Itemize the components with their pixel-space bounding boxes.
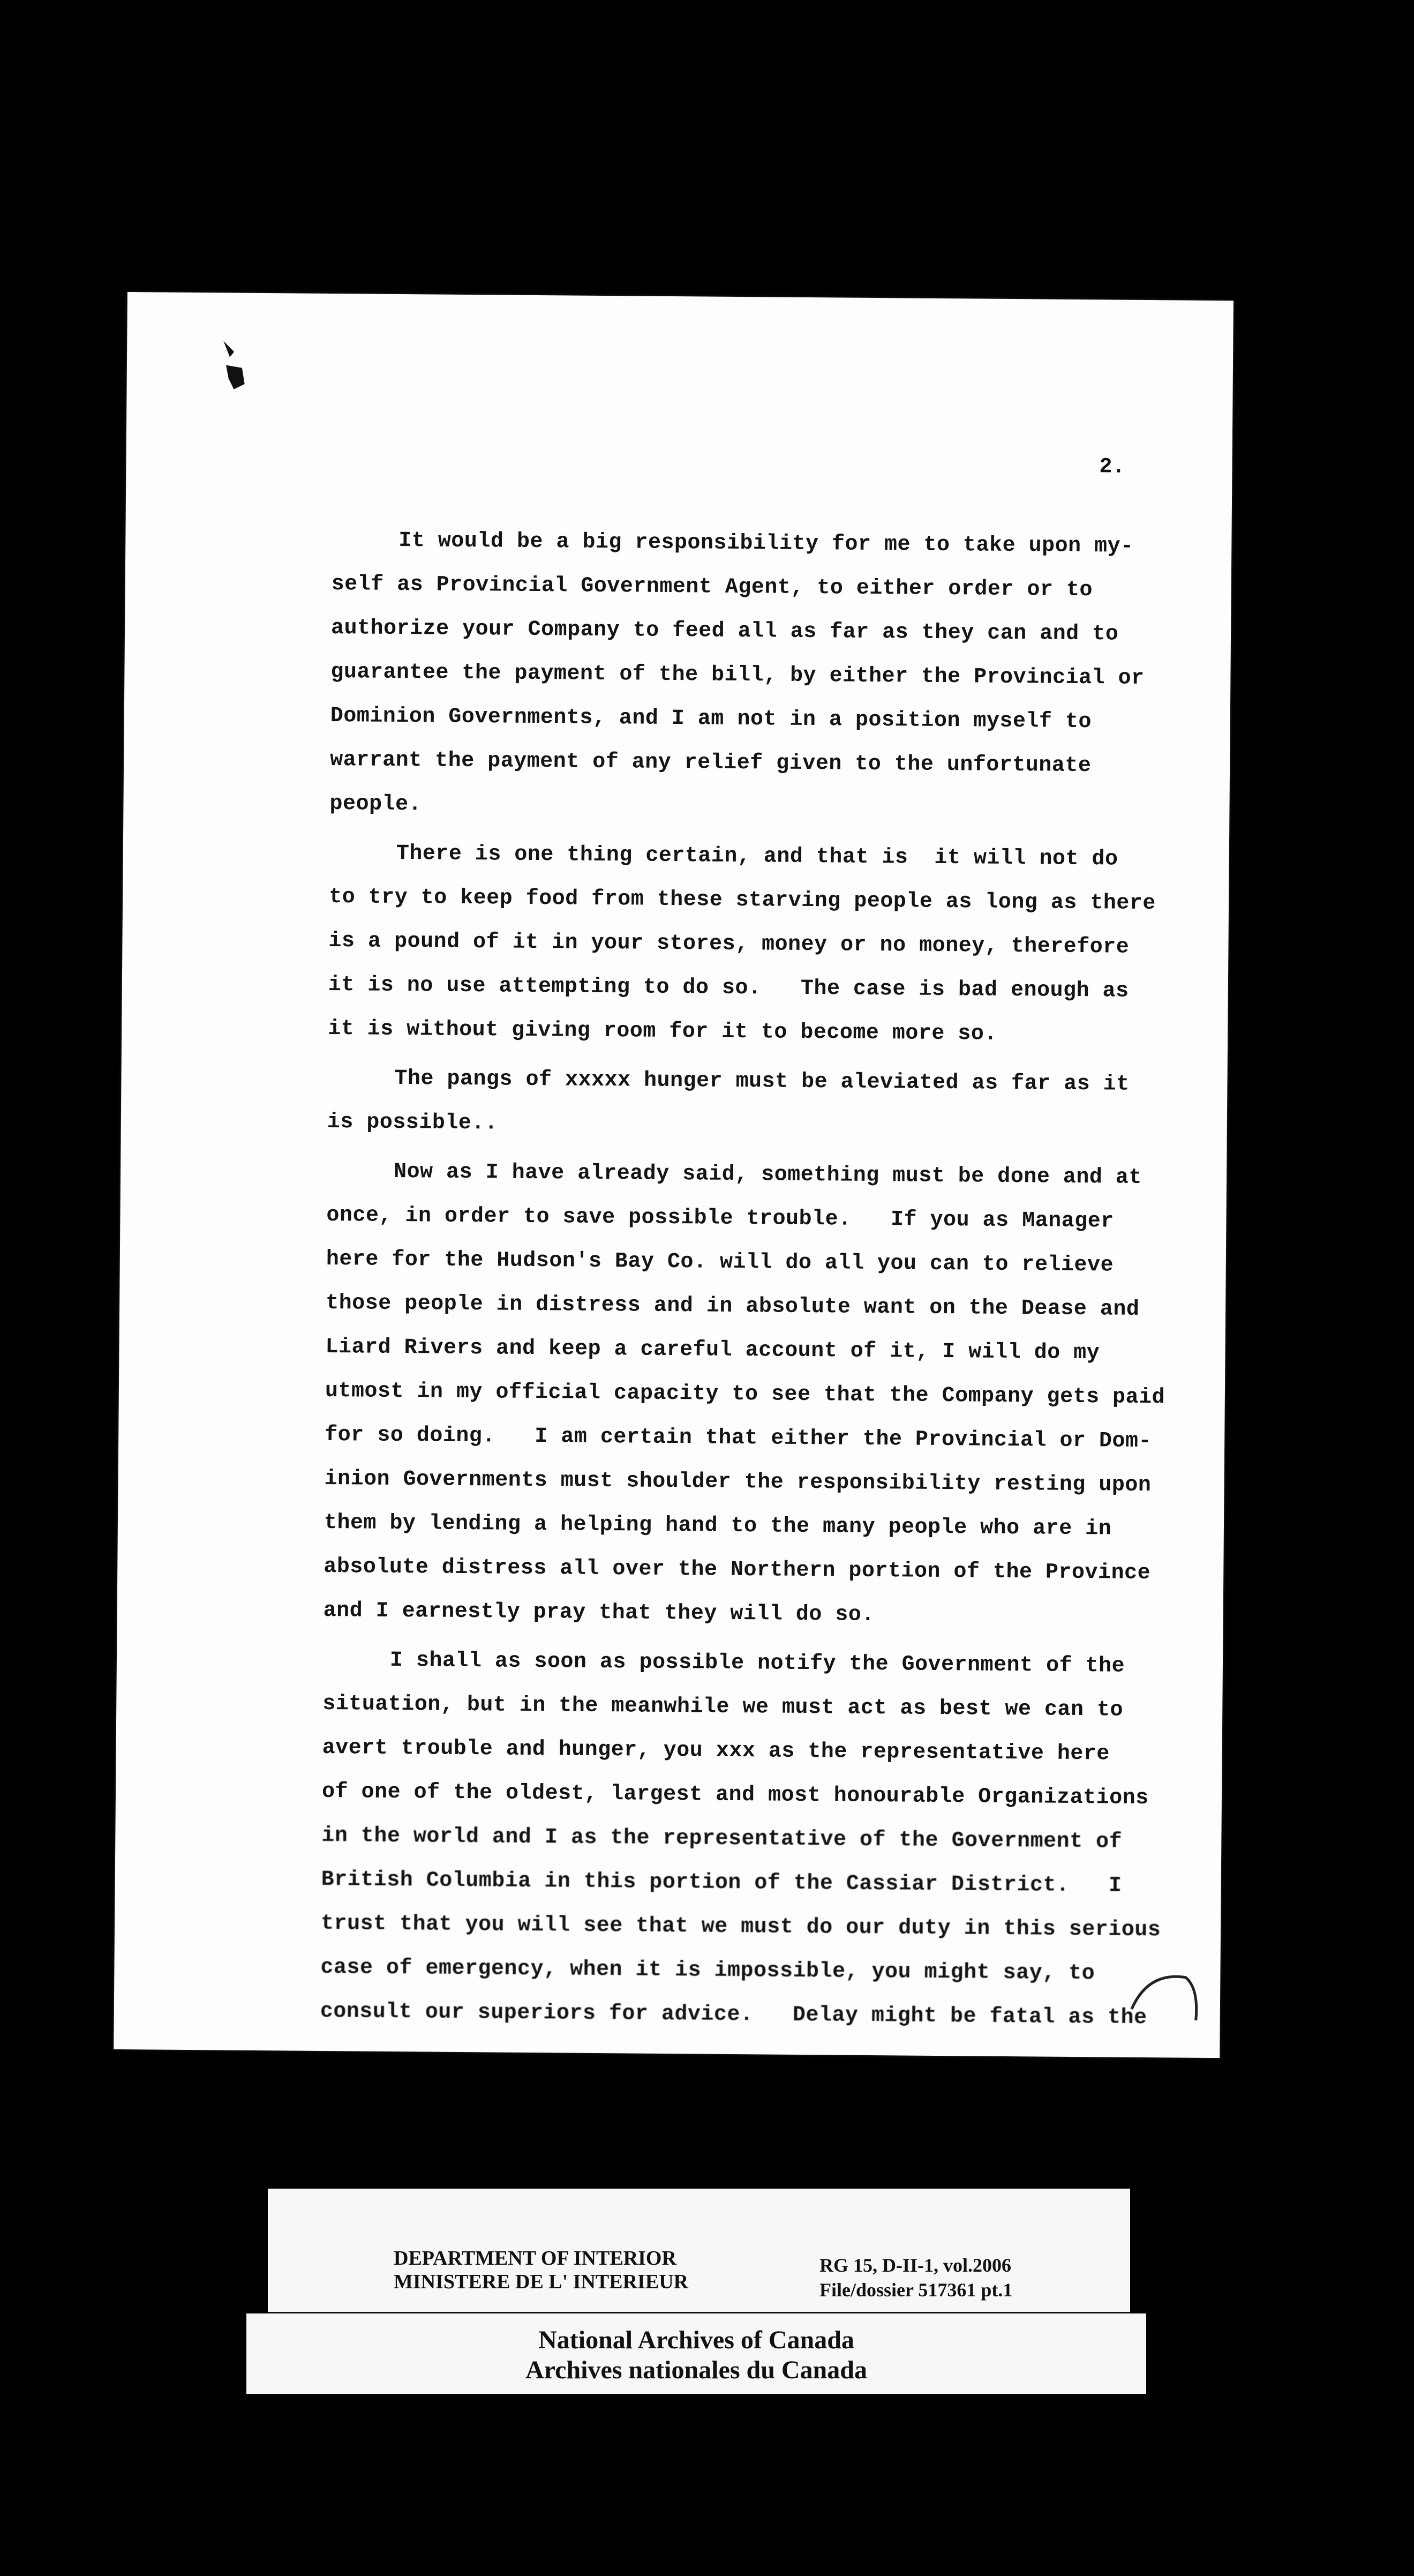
text-line: There is one thing certain, and that is it will not do bbox=[396, 841, 1118, 872]
paragraph bbox=[329, 519, 1156, 833]
archive-reference-stamp bbox=[268, 2189, 1130, 2316]
text-line: It would be a big responsibility for me to take upon my- bbox=[398, 528, 1134, 559]
text-line: authorize your Company to feed all as far as they can and to bbox=[330, 616, 1119, 647]
department-fr: MINISTERE DE L' INTERIEUR bbox=[394, 2271, 689, 2293]
text-line: it is without giving room for it to become more so. bbox=[328, 1016, 998, 1046]
text-line: and I earnestly pray that they will do so. bbox=[323, 1598, 875, 1628]
text-line: here for the Hudson's Bay Co. will do all you can to relieve bbox=[326, 1247, 1114, 1278]
text-line: case of emergency, when it is impossible, you might say, to bbox=[320, 1955, 1095, 1986]
text-line: consult our superiors for advice. Delay might be fatal as the bbox=[320, 1999, 1147, 2031]
text-line: avert trouble and hunger, you xxx as the representative here bbox=[322, 1735, 1110, 1766]
text-line: Dominion Governments, and I am not in a position myself to bbox=[330, 704, 1092, 735]
text-line: Now as I have already said, something must be done and at bbox=[393, 1159, 1142, 1190]
ink-blot-mark bbox=[217, 335, 250, 400]
department-en: DEPARTMENT OF INTERIOR bbox=[394, 2247, 676, 2270]
paragraph bbox=[328, 832, 1154, 1058]
text-line: Liard Rivers and keep a careful account of it, I will do my bbox=[325, 1335, 1100, 1366]
file-number: File/dossier 517361 pt.1 bbox=[819, 2279, 1013, 2301]
text-line: self as Provincial Government Agent, to either order or to bbox=[331, 572, 1093, 603]
page-number: 2. bbox=[1099, 455, 1125, 480]
archives-name-stamp bbox=[246, 2313, 1146, 2394]
archives-en: National Archives of Canada bbox=[538, 2326, 854, 2354]
text-line: guarantee the payment of the bill, by either the Provincial or bbox=[330, 660, 1145, 691]
text-line: inion Governments must shoulder the responsibility resting upon bbox=[324, 1466, 1152, 1498]
text-line: absolute distress all over the Northern portion of the Province bbox=[324, 1554, 1151, 1586]
text-line: to try to keep food from these starving people as long as there bbox=[328, 885, 1156, 916]
letter-body bbox=[320, 519, 1165, 2046]
reference-label bbox=[819, 2253, 1012, 2302]
text-line: it is no use attempting to do so. The case is bad enough as bbox=[328, 972, 1129, 1004]
department-label bbox=[394, 2246, 688, 2294]
text-line: warrant the payment of any relief given to the unfortunate bbox=[329, 747, 1092, 778]
page-curl-mark bbox=[1126, 1966, 1202, 2026]
archives-label bbox=[246, 2325, 1146, 2385]
text-line: trust that you will see that we must do our duty in this serious bbox=[320, 1911, 1161, 1943]
typed-letter-page bbox=[114, 292, 1234, 2058]
text-line: them by lending a helping hand to the many people who are in bbox=[324, 1510, 1112, 1541]
paragraph bbox=[327, 1057, 1153, 1151]
archives-fr: Archives nationales du Canada bbox=[525, 2356, 867, 2384]
text-line: once, in order to save possible trouble. If you as Manager bbox=[326, 1203, 1114, 1234]
text-line: of one of the oldest, largest and most honourable Organizations bbox=[321, 1779, 1149, 1811]
text-line: situation, but in the meanwhile we must act as best we can to bbox=[322, 1691, 1124, 1723]
text-line: for so doing. I am certain that either the Provincial or Dom- bbox=[325, 1422, 1152, 1454]
text-line: The pangs of xxxxx hunger must be aleviated as far as it bbox=[394, 1066, 1130, 1097]
text-line: is a pound of it in your stores, money or no money, therefore bbox=[328, 928, 1130, 960]
text-line: people. bbox=[329, 791, 422, 817]
text-line: in the world and I as the representative of the Government of bbox=[321, 1823, 1123, 1854]
text-line: utmost in my official capacity to see that the Company gets paid bbox=[325, 1379, 1165, 1410]
paragraph bbox=[323, 1150, 1165, 1639]
record-group: RG 15, D-II-1, vol.2006 bbox=[819, 2255, 1011, 2276]
text-line: I shall as soon as possible notify the Government of the bbox=[389, 1648, 1125, 1679]
text-line: British Columbia in this portion of the Cassiar District. I bbox=[321, 1867, 1122, 1898]
paragraph bbox=[320, 1638, 1161, 2040]
text-line: is possible.. bbox=[327, 1110, 498, 1136]
text-line: those people in distress and in absolute want on the Dease and bbox=[326, 1291, 1140, 1322]
